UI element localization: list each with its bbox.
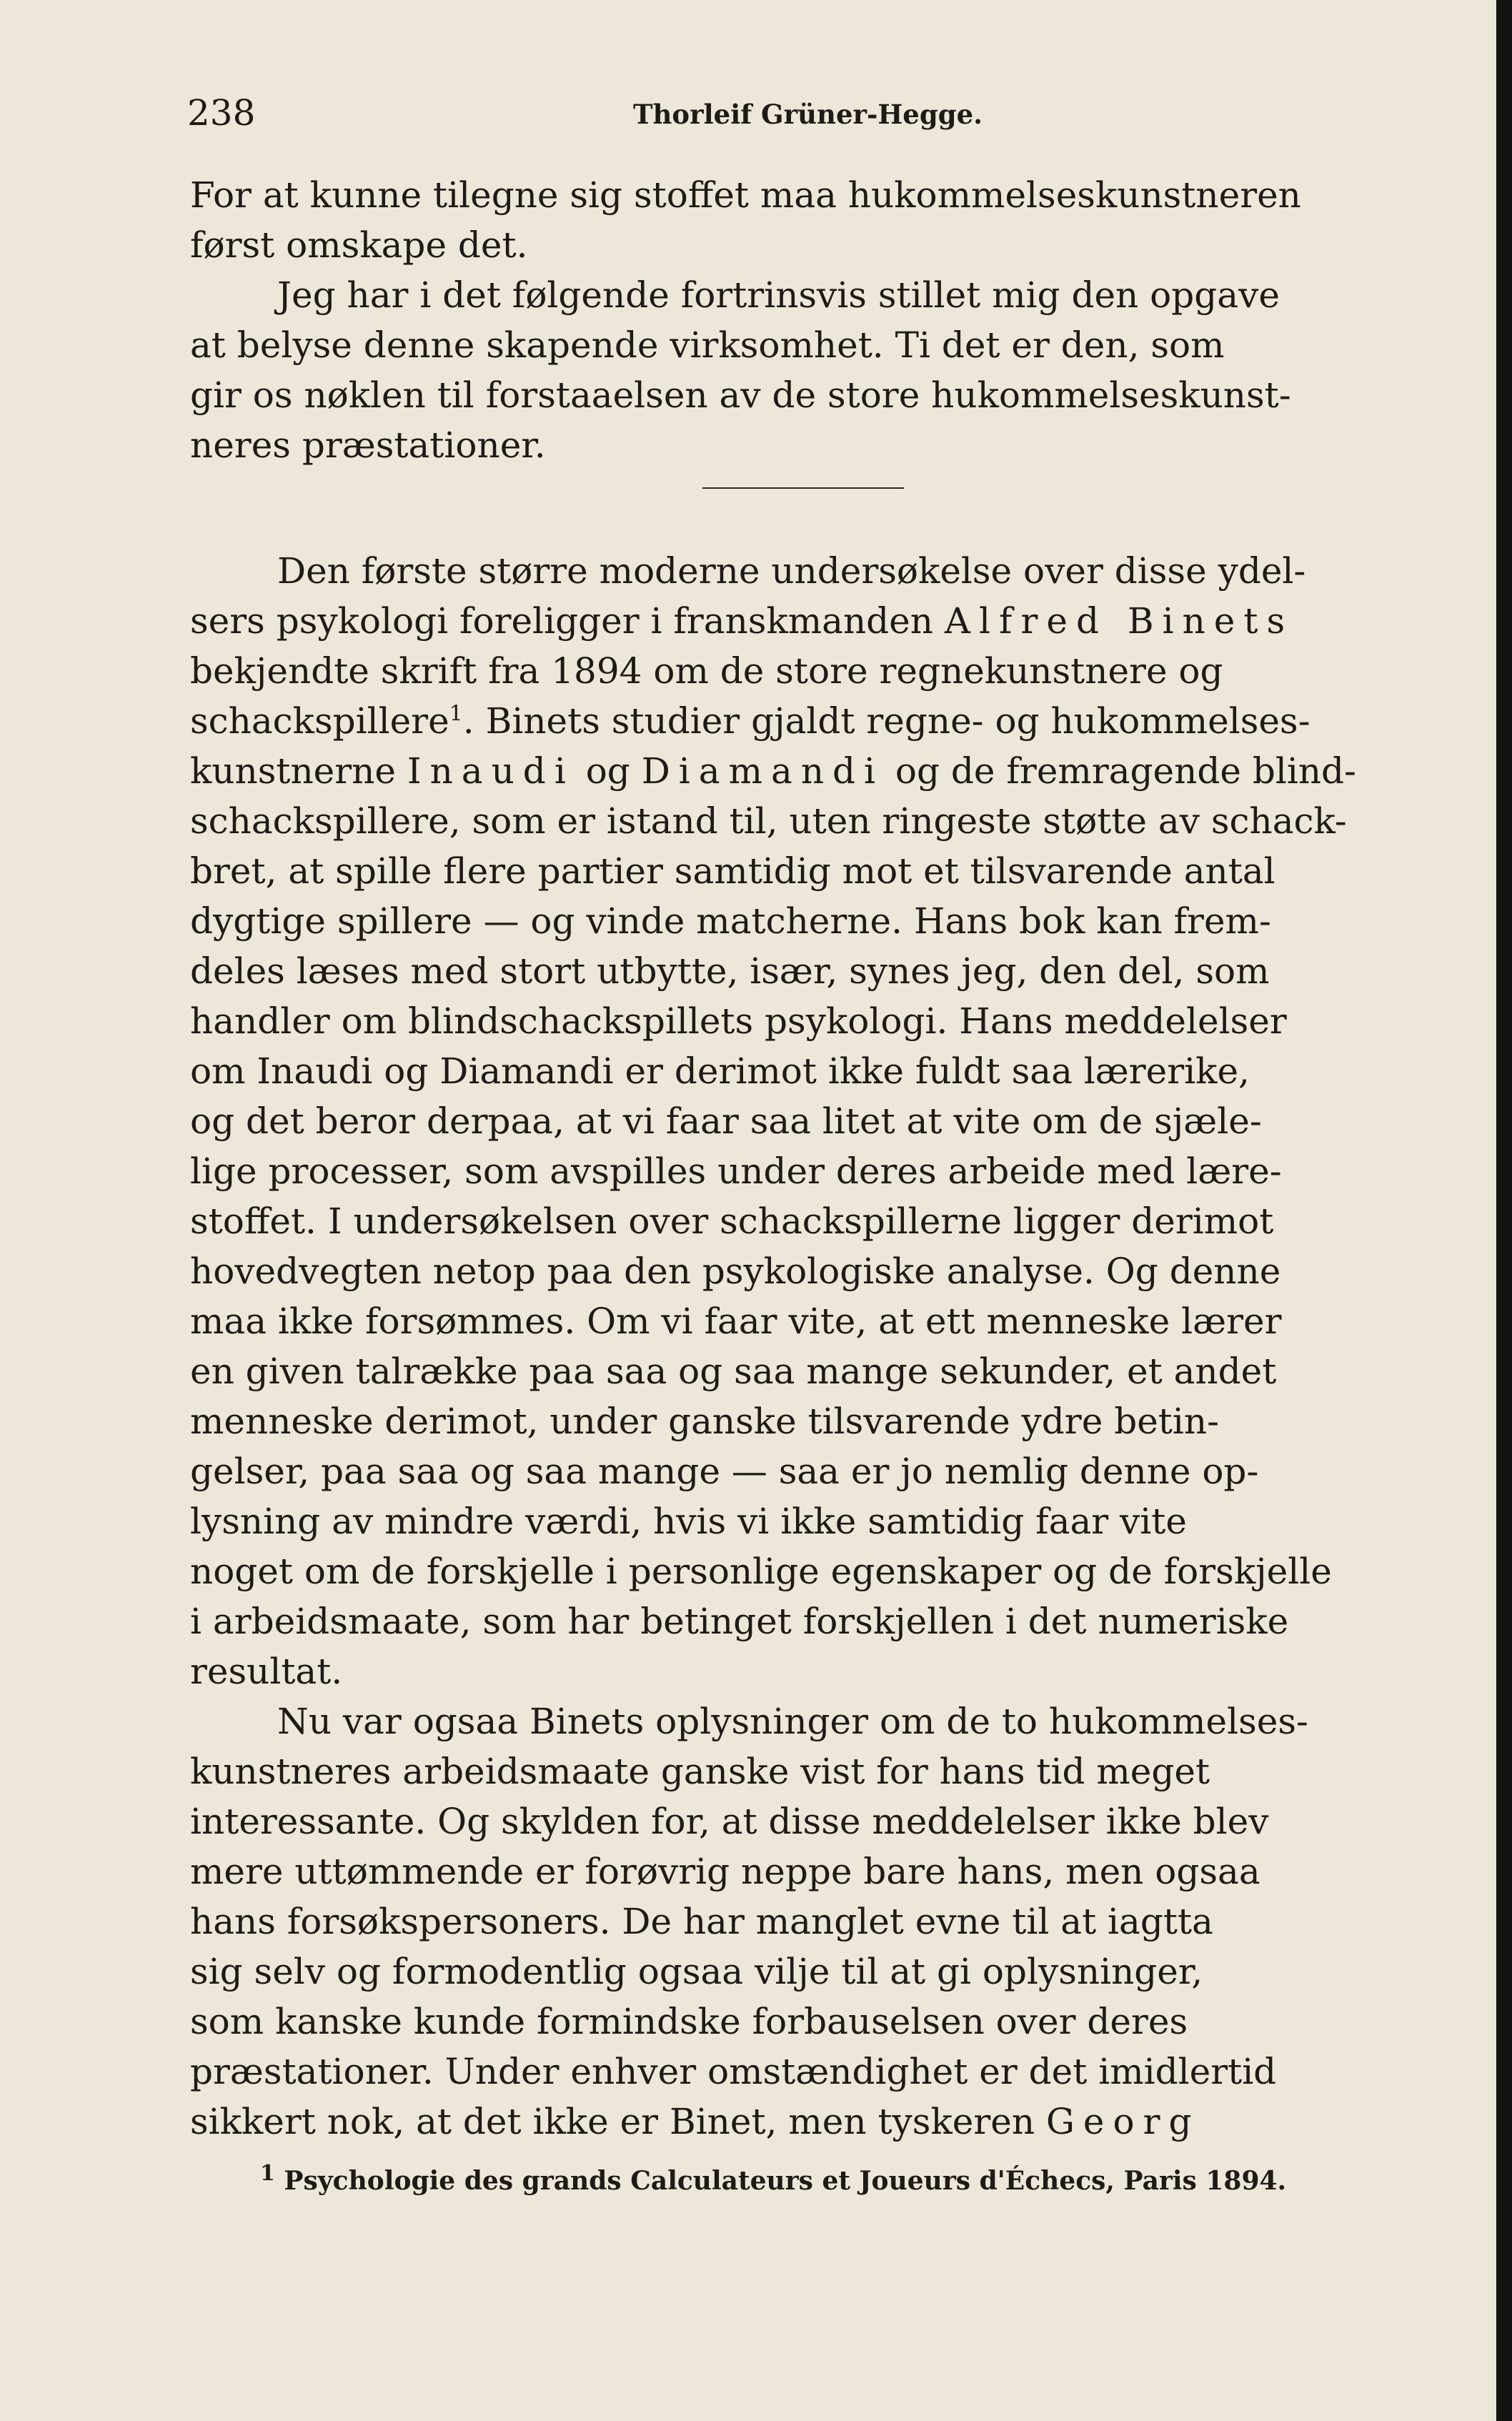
- running-head: Thorleif Grüner-Hegge.: [633, 99, 983, 130]
- text-line: [190, 696, 1423, 746]
- text-line: bekjendte skrift fra 1894 om de store regnekunstnere og: [190, 650, 1223, 692]
- text-line: bret, at spille flere partier samtidig mot et tilsvarende antal: [190, 850, 1275, 892]
- text-line: [190, 2097, 1423, 2147]
- text-line: mere uttømmende er forøvrig neppe bare hans, men ogsaa: [190, 1851, 1260, 1892]
- text-line: maa ikke forsømmes. Om vi faar vite, at ett menneske lærer: [190, 1301, 1282, 1342]
- text-line: i arbeidsmaate, som har betinget forskjellen i det numeriske: [190, 1601, 1289, 1642]
- body-text: [190, 170, 1423, 2147]
- page-number: 238: [187, 92, 256, 134]
- text-line: om Inaudi og Diamandi er derimot ikke fuldt saa lærerike,: [190, 1050, 1250, 1092]
- text-line: stoffet. I undersøkelsen over schackspillerne ligger derimot: [190, 1200, 1274, 1242]
- text-line: Jeg har i det følgende fortrinsvis stillet mig den opgave: [277, 274, 1280, 316]
- text-line: resultat.: [190, 1651, 343, 1692]
- text-line: og det beror derpaa, at vi faar saa litet at vite om de sjæle-: [190, 1100, 1262, 1142]
- text-line: præstationer. Under enhver omstændighet er det imidlertid: [190, 2051, 1277, 2092]
- text-run: og de fremragende blind-: [884, 750, 1356, 792]
- text-line: dygtige spillere — og vinde matcherne. Hans bok kan frem-: [190, 900, 1271, 942]
- person-name-georg: Georg: [1045, 2101, 1200, 2142]
- footnote-ref: 1: [449, 701, 463, 727]
- text-run: sers psykologi foreligger i franskmanden: [190, 600, 945, 642]
- footnote-mark: 1: [260, 2161, 275, 2186]
- text-line: sig selv og formodentlig ogsaa vilje til at gi oplysninger,: [190, 1951, 1203, 1992]
- footnote: [260, 2161, 1432, 2201]
- section-gap: [190, 470, 1423, 546]
- text-line: først omskape det.: [190, 224, 528, 266]
- text-line: interessante. Og skylden for, at disse meddelelser ikke blev: [190, 1801, 1269, 1842]
- text-line: hovedvegten netop paa den psykologiske analyse. Og denne: [190, 1251, 1281, 1292]
- text-line: neres præstationer.: [190, 424, 546, 466]
- text-line: [190, 596, 1423, 646]
- text-line: lige processer, som avspilles under deres arbeide med lære-: [190, 1150, 1282, 1192]
- footnote-text: Psychologie des grands Calculateurs et Joueurs d'Échecs, Paris 1894.: [274, 2166, 1287, 2196]
- text-line: en given talrække paa saa og saa mange sekunder, et andet: [190, 1351, 1277, 1392]
- text-run: . Binets studier gjaldt regne- og hukommelses-: [462, 700, 1310, 742]
- text-line: lysning av mindre værdi, hvis vi ikke samtidig faar vite: [190, 1501, 1187, 1542]
- text-line: at belyse denne skapende virksomhet. Ti det er den, som: [190, 324, 1225, 366]
- section-separator: [702, 487, 904, 489]
- text-run: og: [574, 750, 642, 792]
- text-line: Nu var ogsaa Binets oplysninger om de to hukommelses-: [277, 1701, 1308, 1742]
- text-line: hans forsøkspersoners. De har manglet evne til at iagtta: [190, 1901, 1213, 1942]
- text-line: handler om blindschackspillets psykologi. Hans meddelelser: [190, 1000, 1287, 1042]
- person-name-diamandi: Diamandi: [641, 750, 885, 792]
- text-run: kunstnerne: [190, 750, 407, 792]
- text-line: menneske derimot, under ganske tilsvarende ydre betin-: [190, 1401, 1219, 1442]
- text-line: gir os nøklen til forstaaelsen av de store hukommelseskunst-: [190, 374, 1291, 416]
- text-run: schackspillere: [190, 700, 449, 742]
- person-name-inaudi: Inaudi: [407, 750, 575, 792]
- text-line: gelser, paa saa og saa mange — saa er jo nemlig denne op-: [190, 1451, 1259, 1492]
- page-header: [187, 91, 1431, 134]
- text-line: noget om de forskjelle i personlige egenskaper og de forskjelle: [190, 1551, 1332, 1592]
- person-name-binet: Alfred Binets: [944, 600, 1294, 642]
- text-line: deles læses med stort utbytte, især, synes jeg, den del, som: [190, 950, 1270, 992]
- text-line: Den første større moderne undersøkelse over disse ydel-: [277, 550, 1306, 592]
- page-edge-shadow: [1496, 0, 1512, 2421]
- text-line: [190, 746, 1423, 796]
- text-line: schackspillere, som er istand til, uten ringeste støtte av schack-: [190, 800, 1347, 842]
- text-line: For at kunne tilegne sig stoffet maa hukommelseskunstneren: [190, 174, 1301, 216]
- text-run: sikkert nok, at det ikke er Binet, men tyskeren: [190, 2101, 1046, 2142]
- text-line: som kanske kunde formindske forbauselsen over deres: [190, 2001, 1188, 2042]
- text-line: kunstneres arbeidsmaate ganske vist for hans tid meget: [190, 1751, 1210, 1792]
